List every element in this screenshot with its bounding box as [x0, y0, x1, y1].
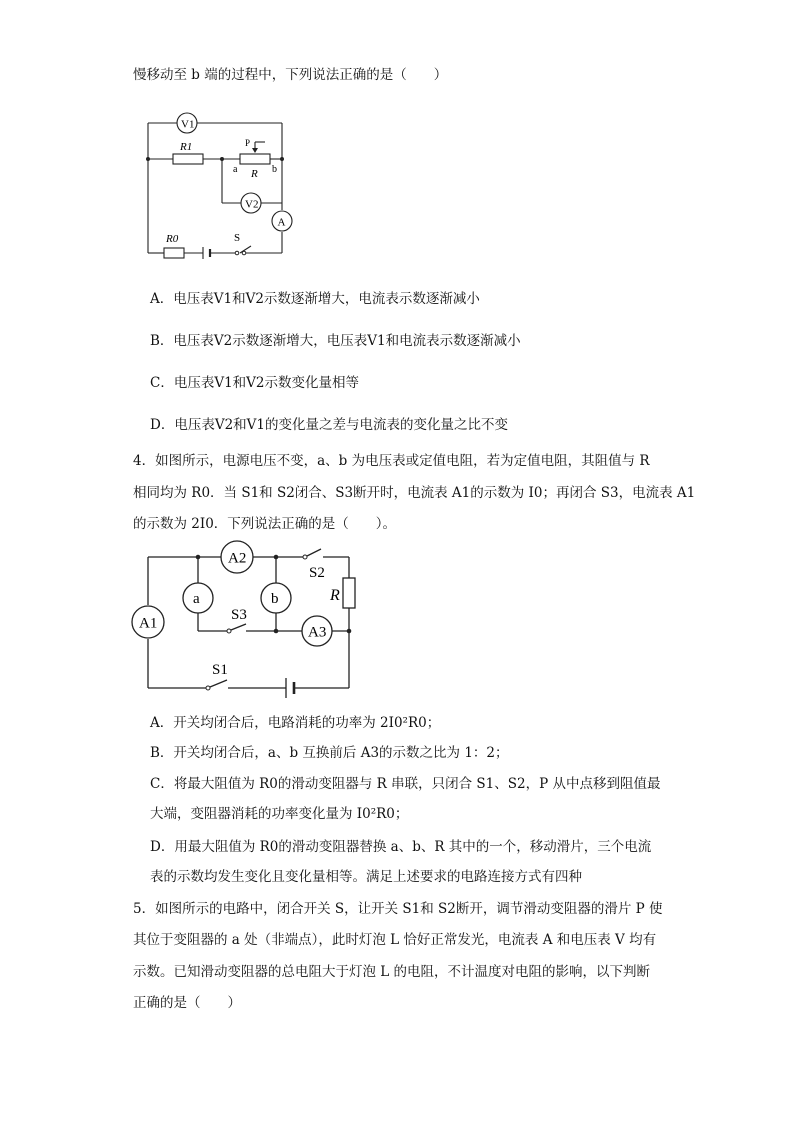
- q3-ammeter: [272, 211, 292, 231]
- q4-a1-label: A1: [139, 615, 158, 632]
- q4-a3-meter: [302, 616, 332, 646]
- q4-switch-s2: [303, 549, 325, 581]
- q5-stem-line3: 示数。已知滑动变阻器的总电阻大于灯泡 L 的电阻，不计温度对电阻的影响，以下判断: [133, 964, 651, 980]
- q4-r-label: R: [330, 587, 340, 604]
- q5-stem-line1: 5．如图所示的电路中，闭合开关 S，让开关 S1和 S2断开，调节滑动变阻器的滑片 P 使: [133, 901, 663, 917]
- q4-a-meter: [183, 583, 213, 613]
- q3-battery-icon: [203, 247, 210, 259]
- q3-v1-label: V1: [181, 118, 195, 131]
- q3-v2-label: V2: [245, 198, 259, 211]
- q3-r0-resistor: [164, 233, 184, 258]
- q3-switch-s: [234, 232, 246, 255]
- q3-rheostat: [233, 138, 277, 180]
- q3-v2-meter: [241, 193, 261, 213]
- q4-a2-meter: [221, 541, 253, 573]
- q5-stem-line2: 其位于变阻器的 a 处（非端点），此时灯泡 L 恰好正常发光，电流表 A 和电压表 V 均有: [133, 932, 657, 948]
- q3-intro: 慢移动至 b 端的过程中，下列说法正确的是（ ）: [133, 67, 448, 83]
- q3-slider-p-label: P: [245, 138, 251, 148]
- q4-option-d-line2: 表的示数均发生变化且变化量相等。满足上述要求的电路连接方式有四种: [150, 869, 582, 885]
- q3-end-b-label: b: [272, 164, 277, 175]
- q4-a-label: a: [193, 591, 200, 607]
- q4-circuit-diagram: [128, 540, 368, 700]
- q4-a3-label: A3: [308, 624, 327, 641]
- q3-rheostat-label: R: [251, 168, 258, 180]
- q4-stem-line1: 4．如图所示，电源电压不变，a、b 为电压表或定值电阻，若为定值电阻，其阻值与 R: [133, 453, 650, 469]
- q4-stem-line2: 相同均为 R0．当 S1和 S2闭合、S3断开时，电流表 A1的示数为 I0；再闭合 S3，电流表 A1: [133, 485, 696, 501]
- q4-resistor-r: [329, 578, 355, 608]
- q4-switch-s1: [206, 662, 228, 690]
- q3-v1-meter: [177, 113, 197, 133]
- q4-option-d-line1: D．用最大阻值为 R0的滑动变阻器替换 a、b、R 其中的一个，移动滑片，三个电流: [150, 839, 652, 855]
- q3-option-b: B．电压表V2示数逐渐增大，电压表V1和电流表示数逐渐减小: [150, 333, 521, 349]
- q3-circuit-diagram: [140, 108, 300, 268]
- q4-battery-icon: [286, 678, 294, 698]
- q3-r0-label: R0: [166, 233, 179, 245]
- q4-s1-label: S1: [212, 662, 228, 678]
- q3-option-d: D．电压表V2和V1的变化量之差与电流表的变化量之比不变: [150, 417, 508, 433]
- q4-option-a: A．开关均闭合后，电路消耗的功率为 2I0²R0；: [150, 715, 441, 731]
- q3-r1-label: R1: [180, 141, 193, 153]
- q3-option-a: A．电压表V1和V2示数逐渐增大，电流表示数逐渐减小: [150, 291, 480, 307]
- q4-b-meter: [261, 583, 291, 613]
- q3-option-c: C．电压表V1和V2示数变化量相等: [150, 375, 360, 391]
- q5-stem-line4: 正确的是（ ）: [133, 995, 241, 1011]
- q3-r1-resistor: [173, 141, 203, 164]
- q3-switch-label: S: [234, 232, 241, 244]
- q4-s3-label: S3: [231, 607, 247, 623]
- q4-a2-label: A2: [228, 550, 247, 567]
- q4-stem-line3: 的示数为 2I0．下列说法正确的是（ ）。: [133, 516, 397, 532]
- q3-ammeter-label: A: [277, 216, 286, 229]
- q4-switch-s3: [227, 607, 247, 633]
- q4-b-label: b: [271, 591, 279, 607]
- q4-option-c-line2: 大端，变阻器消耗的功率变化量为 I0²R0；: [150, 806, 409, 822]
- q4-option-b: B．开关均闭合后，a、b 互换前后 A3的示数之比为 1：2；: [150, 745, 509, 761]
- q4-s2-label: S2: [309, 565, 325, 581]
- q4-a1-meter: [132, 606, 164, 638]
- q4-option-c-line1: C．将最大阻值为 R0的滑动变阻器与 R 串联，只闭合 S1、S2，P 从中点移到阻值最: [150, 776, 661, 792]
- q3-end-a-label: a: [233, 164, 238, 175]
